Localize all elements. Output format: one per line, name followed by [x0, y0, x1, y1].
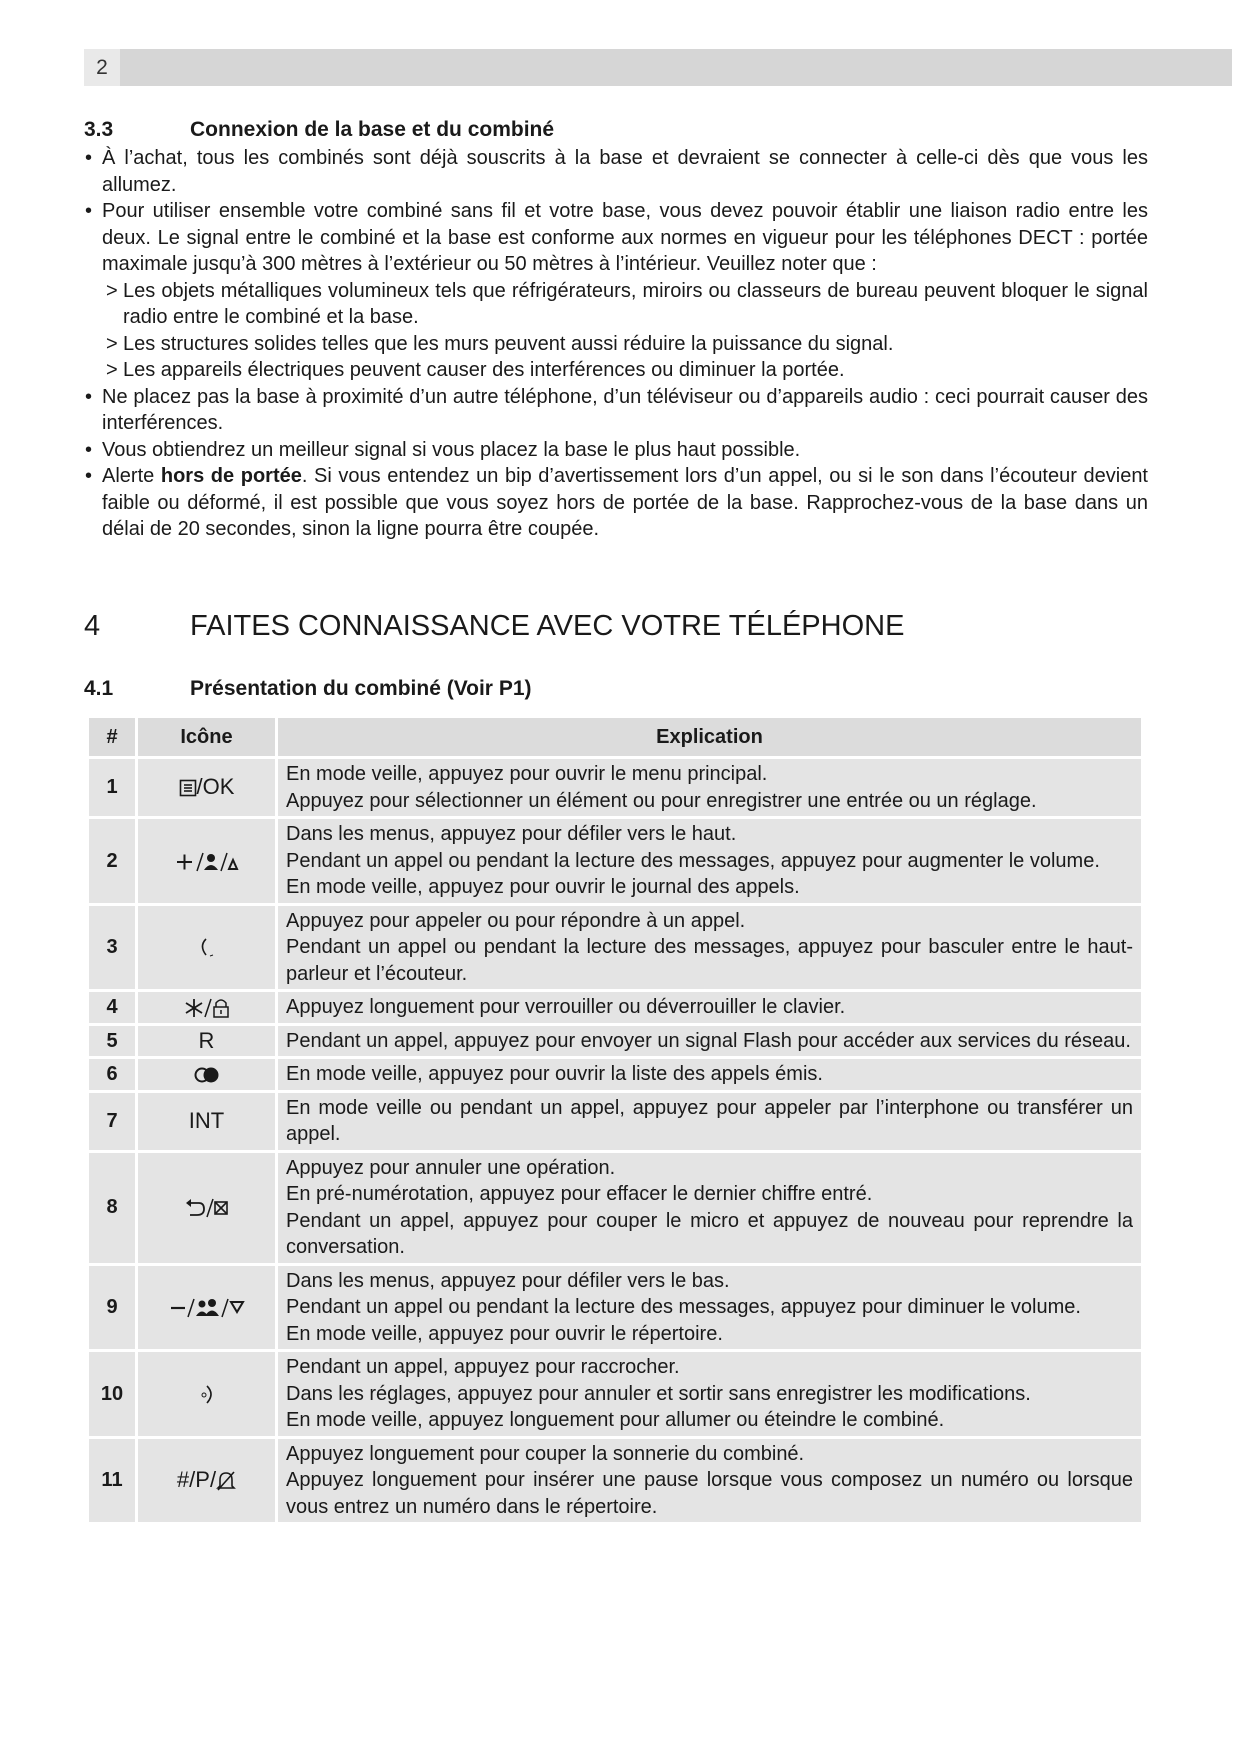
sub-item: > Les appareils électriques peuvent causer des interférences ou diminuer la portée.	[84, 357, 1148, 384]
section-number: 3.3	[84, 118, 114, 141]
row-explanation	[278, 1059, 1141, 1090]
bullet-item: • Pour utiliser ensemble votre combiné sans fil et votre base, vous devez pouvoir établir une liaison radio entre les deux. Le signal entre le combiné et la base est conforme aux normes en vigueur pour les téléphones DECT : portée maximale jusqu’à 300 mètres à l’extérieur ou 50 mètres à l’intérieur. Veuillez noter que :	[84, 198, 1148, 278]
star-lock-icon	[138, 992, 275, 1023]
row-explanation	[278, 1026, 1141, 1057]
section-title: Présentation du combiné (Voir P1)	[190, 677, 532, 700]
menu-ok-icon	[138, 759, 275, 816]
section-3-3-heading	[84, 115, 1148, 145]
row-explanation	[278, 906, 1141, 990]
explanation-line: Dans les menus, appuyez pour défiler vers le haut.	[286, 823, 737, 845]
page-number: 2	[84, 49, 120, 86]
explanation-line: En mode veille, appuyez pour ouvrir le répertoire.	[286, 1322, 723, 1345]
header-explanation: Explication	[278, 718, 1141, 756]
sub-item: > Les objets métalliques volumineux tels que réfrigérateurs, miroirs ou classeurs de bureau peuvent bloquer le signal radio entre le combiné et la base.	[84, 278, 1148, 331]
redial-icon	[138, 1059, 275, 1090]
bullet-item-out-of-range	[84, 463, 1148, 543]
explanation-line: Appuyez pour sélectionner un élément ou pour enregistrer une entrée ou un réglage.	[286, 789, 1037, 812]
table-row	[89, 1352, 1141, 1436]
row-number: 8	[89, 1153, 135, 1263]
sub-item: > Les structures solides telles que les murs peuvent aussi réduire la puissance du signal.	[84, 331, 1148, 358]
explanation-line: Pendant un appel ou pendant la lecture des messages, appuyez pour basculer entre le haut-parleur et l’écouteur.	[286, 936, 1133, 985]
table-row	[89, 1026, 1141, 1057]
row-number: 9	[89, 1266, 135, 1350]
plus-contact-up-icon	[138, 819, 275, 903]
row-explanation	[278, 1439, 1141, 1523]
explanation-line: En pré-numérotation, appuyez pour effacer le dernier chiffre entré.	[286, 1183, 873, 1205]
row-number: 10	[89, 1352, 135, 1436]
talk-icon	[138, 906, 275, 990]
row-number: 2	[89, 819, 135, 903]
row-explanation	[278, 819, 1141, 903]
intercom-icon: INT	[138, 1093, 275, 1150]
section-3-3	[84, 115, 1148, 543]
explanation-line: Pendant un appel, appuyez pour envoyer un signal Flash pour accéder aux services du réseau.	[286, 1029, 1131, 1052]
section-title: Connexion de la base et du combiné	[190, 118, 555, 141]
explanation-line: En mode veille, appuyez pour ouvrir le menu principal.	[286, 763, 768, 785]
explanation-line: Pendant un appel, appuyez pour raccrocher.	[286, 1356, 680, 1378]
header-num: #	[89, 718, 135, 756]
explanation-line: En mode veille ou pendant un appel, appuyez pour appeler par l’interphone ou transférer un appel.	[286, 1096, 1133, 1145]
back-mute-icon	[138, 1153, 275, 1263]
icon-label: /OK	[196, 774, 235, 800]
minus-phonebook-down-icon	[138, 1266, 275, 1350]
table-row	[89, 992, 1141, 1023]
row-number: 3	[89, 906, 135, 990]
section-4-1-heading	[84, 674, 1148, 704]
icon-label: #/P/	[176, 1467, 217, 1492]
table-row	[89, 819, 1141, 903]
explanation-line: Appuyez longuement pour couper la sonnerie du combiné.	[286, 1442, 805, 1465]
row-explanation	[278, 1093, 1141, 1150]
row-number: 5	[89, 1026, 135, 1057]
row-number: 4	[89, 992, 135, 1023]
bullet-item: • À l’achat, tous les combinés sont déjà souscrits à la base et devraient se connecter à celle-ci dès que vous les allumez.	[84, 145, 1148, 198]
explanation-line: Pendant un appel ou pendant la lecture des messages, appuyez pour diminuer le volume.	[286, 1296, 1081, 1318]
table-row	[89, 1266, 1141, 1350]
explanation-line: Appuyez longuement pour insérer une pause lorsque vous composez un numéro ou lorsque vous entrez un numéro dans le répertoire.	[286, 1469, 1133, 1518]
explanation-line: En mode veille, appuyez longuement pour allumer ou éteindre le combiné.	[286, 1409, 945, 1431]
section-4-heading	[84, 606, 1148, 646]
explanation-line: En mode veille, appuyez pour ouvrir le journal des appels.	[286, 876, 800, 898]
explanation-line: Appuyez longuement pour verrouiller ou déverrouiller le clavier.	[286, 996, 846, 1018]
row-explanation	[278, 1266, 1141, 1350]
row-number: 6	[89, 1059, 135, 1090]
explanation-line: En mode veille, appuyez pour ouvrir la liste des appels émis.	[286, 1063, 823, 1085]
table-row	[89, 1439, 1141, 1523]
handset-keys-table	[86, 715, 1144, 1525]
explanation-line: Dans les menus, appuyez pour défiler vers le bas.	[286, 1269, 730, 1292]
table-row	[89, 1059, 1141, 1090]
table-header-row	[89, 718, 1141, 756]
header-icon: Icône	[138, 718, 275, 756]
row-number: 1	[89, 759, 135, 816]
row-explanation	[278, 1153, 1141, 1263]
explanation-line: Appuyez pour appeler ou pour répondre à un appel.	[286, 909, 746, 932]
header-bar	[84, 49, 1232, 86]
section-number: 4	[84, 610, 101, 642]
table-row	[89, 906, 1141, 990]
hash-pause-ringer-off-icon	[138, 1439, 275, 1523]
section-number: 4.1	[84, 677, 114, 700]
table-row	[89, 1153, 1141, 1263]
bullet-text: . Si vous entendez un bip d’avertissement lors d’un appel, ou si le son dans l’écouteur devient faible ou déformé, il est possible que vous soyez hors de portée de la base. Rapprochez-vous de la base dans un délai de 20 secondes, sinon la ligne pourra être coupée.	[102, 465, 1148, 540]
table-row	[89, 1093, 1141, 1150]
end-power-icon	[138, 1352, 275, 1436]
row-explanation	[278, 992, 1141, 1023]
bullet-item: • Ne placez pas la base à proximité d’un autre téléphone, d’un téléviseur ou d’appareils audio : ceci pourrait causer des interférences.	[84, 384, 1148, 437]
explanation-line: Appuyez pour annuler une opération.	[286, 1156, 616, 1179]
explanation-line: Pendant un appel ou pendant la lecture des messages, appuyez pour augmenter le volume.	[286, 849, 1100, 872]
explanation-line: Pendant un appel, appuyez pour couper le micro et appuyez de nouveau pour reprendre la conversation.	[286, 1209, 1133, 1258]
row-number: 7	[89, 1093, 135, 1150]
explanation-line: Dans les réglages, appuyez pour annuler et sortir sans enregistrer les modifications.	[286, 1382, 1031, 1405]
bullet-text: Alerte	[102, 465, 161, 487]
bullet-bold-text: hors de portée	[160, 465, 302, 487]
row-explanation	[278, 1352, 1141, 1436]
section-3-3-body	[84, 145, 1148, 543]
section-title: FAITES CONNAISSANCE AVEC VOTRE TÉLÉPHONE	[190, 610, 905, 642]
recall-icon: R	[138, 1026, 275, 1057]
row-explanation	[278, 759, 1141, 816]
row-number: 11	[89, 1439, 135, 1523]
bullet-item: • Vous obtiendrez un meilleur signal si vous placez la base le plus haut possible.	[84, 437, 1148, 464]
table-row	[89, 759, 1141, 816]
